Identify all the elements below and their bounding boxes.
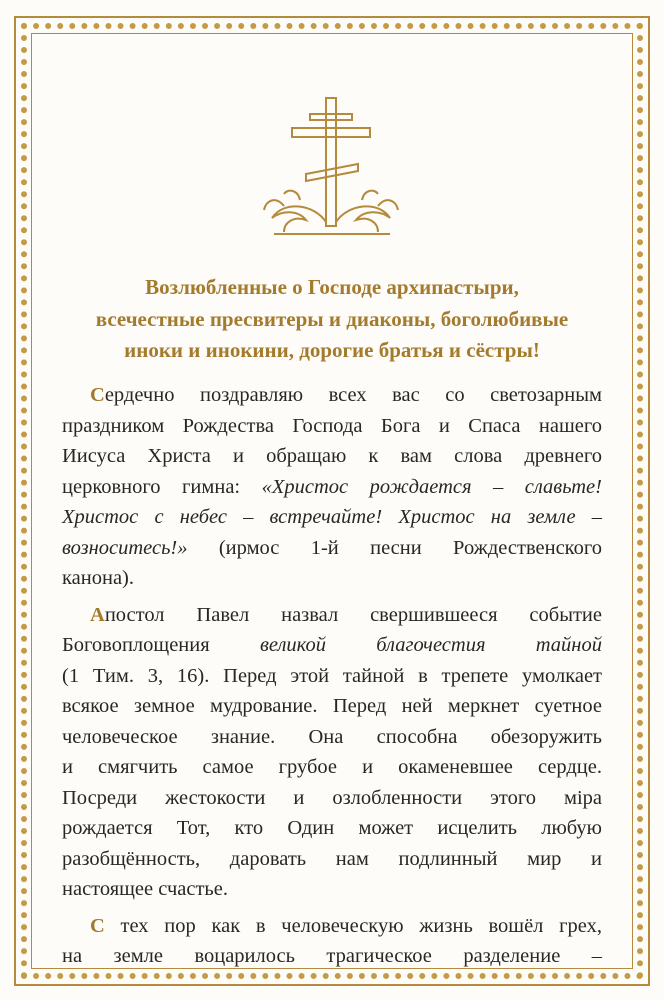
drop-initial: С (90, 914, 105, 937)
drop-initial: С (90, 384, 105, 406)
text-line: человеческое знание. Она способна обезоружить (62, 725, 602, 748)
text-line: настоящее счастье. (62, 878, 228, 900)
text-line: С тех пор как в человеческую жизнь вошёл грех, (90, 914, 602, 937)
text-line: церковного гимна: «Христос рождается – славьте! (62, 475, 602, 498)
text-line: всякое земное мудрование. Перед ней меркнет суетное (62, 695, 602, 717)
text-line: рождается Тот, кто Один может исцелить любую (62, 817, 602, 839)
text-line: Иисуса Христа и обращаю к вам слова древнего (62, 445, 602, 467)
drop-initial: А (90, 603, 105, 626)
text-line: разобщённость, даровать нам подлинный мир и (62, 847, 602, 870)
heading-line: всечестные пресвитеры и диаконы, боголюбивые (95, 306, 569, 331)
heading-line: Возлюбленные о Господе архипастыри, (145, 275, 519, 299)
text-line: (1 Тим. 3, 16). Перед этой тайной в трепете умолкает (62, 664, 602, 687)
orthodox-cross-icon (254, 92, 410, 248)
paragraph-3 (62, 911, 602, 972)
text-line: на земле воцарилось трагическое разделение – (62, 945, 602, 967)
text-line: возноситесь!» (ирмос 1-й песни Рождественского (62, 536, 602, 559)
text-line: Боговоплощения великой благочестия тайной (62, 634, 602, 656)
text-line: праздником Рождества Господа Бога и Спаса нашего (62, 414, 602, 437)
text-line: и смягчить самое грубое и окаменевшее сердце. (62, 756, 602, 778)
text-line: Посреди жестокости и озлобленности этого міра (62, 786, 602, 809)
heading-line: иноки и инокини, дорогие братья и сёстры! (124, 338, 540, 362)
text-line: Христос с небес – встречайте! Христос на земле – (62, 506, 602, 528)
paragraph-2 (62, 600, 602, 905)
paragraph-1 (62, 380, 602, 594)
letter-body (62, 380, 602, 972)
text-line: Сердечно поздравляю всех вас со светозарным (90, 384, 602, 406)
text-line: канона). (62, 567, 134, 589)
text-line: Апостол Павел назвал свершившееся событие (90, 603, 602, 626)
greeting-heading (60, 272, 604, 367)
